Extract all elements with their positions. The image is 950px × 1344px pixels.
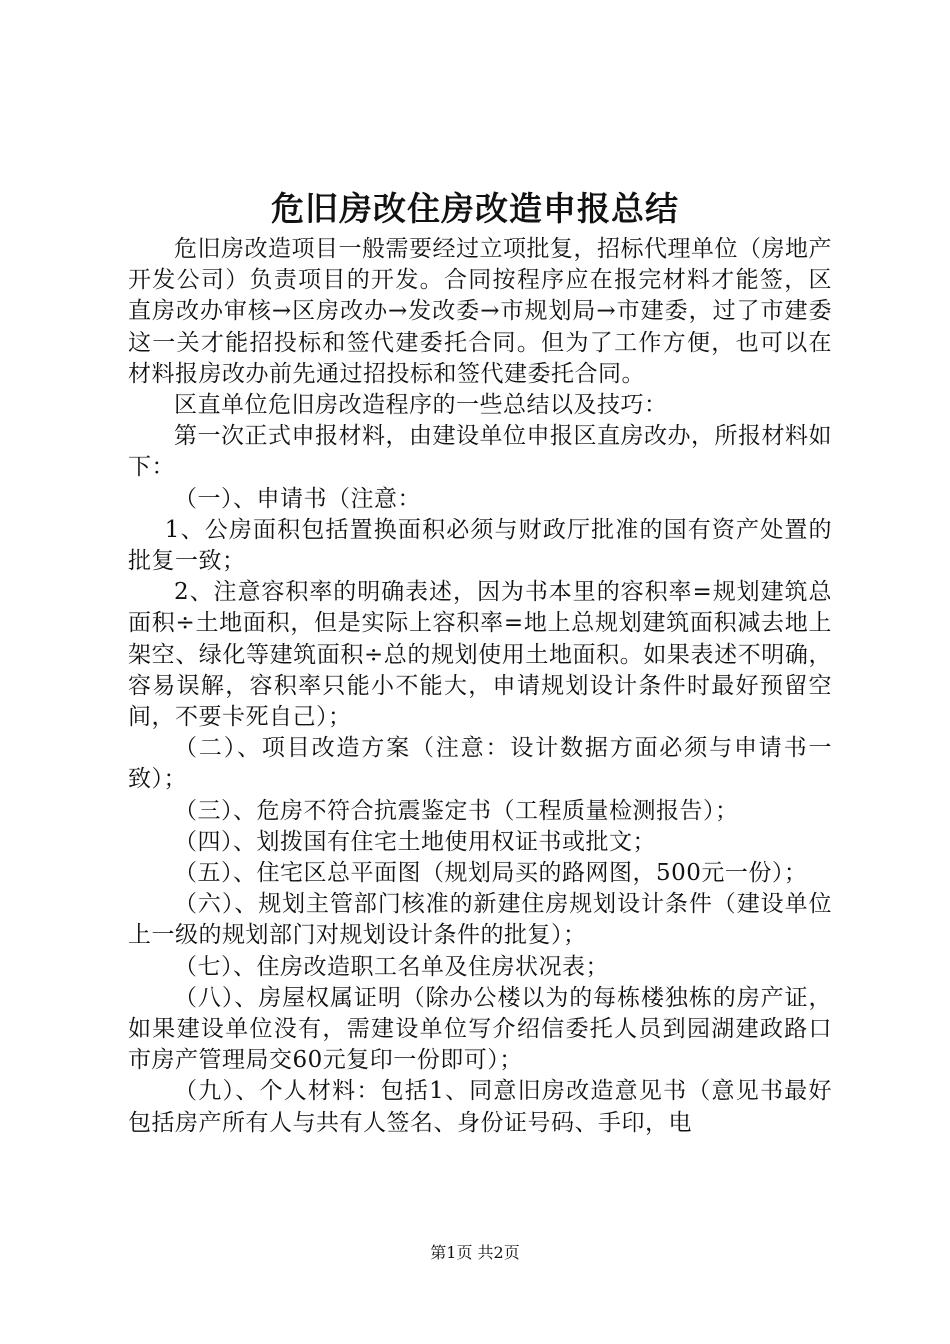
paragraph-note-1: 1、公房面积包括置换面积必须与财政厅批准的国有资产处置的批复一致； (128, 516, 832, 575)
paragraph-item-5: （五）、住宅区总平面图（规划局买的路网图，500元一份）； (174, 860, 808, 887)
paragraph-summary-heading: 区直单位危旧房改造程序的一些总结以及技巧： (174, 392, 668, 419)
paragraph-intro: 危旧房改造项目一般需要经过立项批复，招标代理单位（房地产开发公司）负责项目的开发。合同按程序应在报完材料才能签，区直房改办审核→区房改办→发改委→市规划局→市建委，过了市建委这一关才能招投标和签代建委托合同。但为了工作方便，也可以在材料报房改办前先通过招投标和签代建委托合同。 (128, 236, 832, 387)
paragraph-item-8: （八）、房屋权属证明（除办公楼以为的每栋楼独栋的房产证，如果建设单位没有，需建设单位写介绍信委托人员到园湖建政路口市房产管理局交60元复印一份即可）； (128, 984, 832, 1074)
paragraph-first-submission: 第一次正式申报材料，由建设单位申报区直房改办，所报材料如下： (128, 423, 832, 481)
paragraph-item-6: （六）、规划主管部门核准的新建住房规划设计条件（建设单位上一级的规划部门对规划设计条件的批复）； (128, 891, 832, 949)
paragraph-note-2: 2、注意容积率的明确表述，因为书本里的容积率=规划建筑总面积÷土地面积，但是实际上容积率=地上总规划建筑面积减去地上架空、绿化等建筑面积÷总的规划使用土地面积。如果表述不明确，容易误解，容积率只能小不能大，申请规划设计条件时最好预留空间，不要卡死自己）； (128, 579, 832, 731)
paragraph-item-4: （四）、划拨国有住宅土地使用权证书或批文； (174, 828, 656, 855)
paragraph-item-7: （七）、住房改造职工名单及住房状况表； (174, 953, 609, 980)
paragraph-item-1: （一）、申请书（注意： (174, 485, 421, 512)
document-body (128, 234, 832, 1139)
paragraph-item-2: （二）、项目改造方案（注意：设计数据方面必须与申请书一致）； (128, 735, 832, 793)
paragraph-item-9: （九）、个人材料：包括1、同意旧房改造意见书（意见书最好包括房产所有人与共有人签名、身份证号码、手印，电 (128, 1078, 832, 1136)
paragraph-item-3: （三）、危房不符合抗震鉴定书（工程质量检测报告）； (174, 797, 739, 824)
page-footer: 第1页 共2页 (430, 1243, 520, 1262)
document-title: 危旧房改住房改造申报总结 (271, 189, 679, 228)
